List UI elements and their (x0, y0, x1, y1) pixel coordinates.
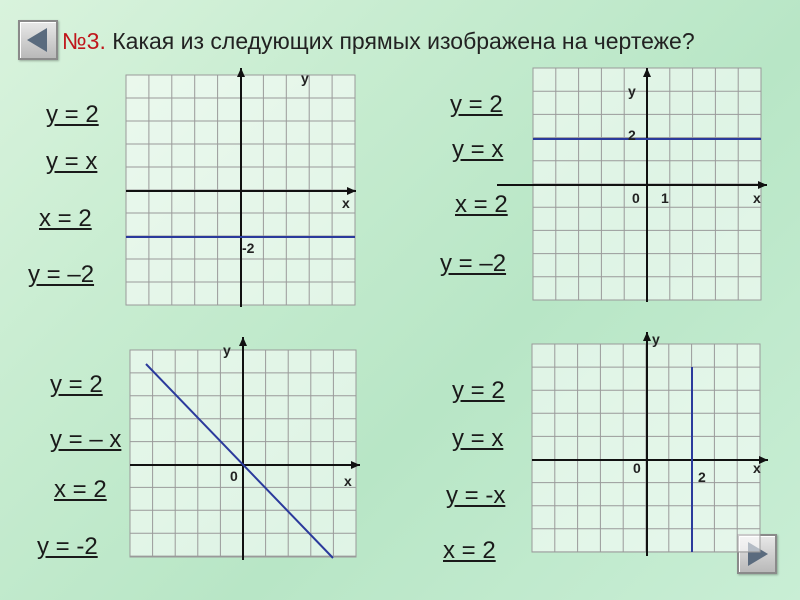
panel-2-option-4[interactable]: у = –2 (440, 250, 507, 277)
graph-2-y-label: у (628, 83, 636, 99)
graph1-y-arrow (237, 68, 245, 77)
graph-1 (126, 68, 356, 307)
panel-3-option-3[interactable]: х = 2 (54, 476, 107, 503)
panel-2-option-2[interactable]: у = х (452, 136, 504, 163)
panel-2-option-3[interactable]: х = 2 (455, 191, 508, 218)
panel-1-option-1[interactable]: у = 2 (46, 101, 99, 128)
graph-2-one-label: 1 (661, 190, 669, 206)
question-number: №3. (62, 28, 106, 54)
graph4-y-arrow (643, 332, 651, 341)
graph-2-origin-label: 0 (632, 190, 640, 206)
graph-4-origin-label: 0 (633, 460, 641, 476)
panel-1-option-3[interactable]: х = 2 (39, 205, 92, 232)
panel-2-option-1[interactable]: у = 2 (450, 91, 503, 118)
panel-4-option-3[interactable]: у = -х (446, 482, 506, 509)
panel-1-option-4[interactable]: у = –2 (28, 261, 95, 288)
graph-4 (532, 332, 768, 556)
graph-1-x-label: х (342, 195, 350, 211)
panel-3-option-1[interactable]: у = 2 (50, 371, 103, 398)
panel-4-option-4[interactable]: х = 2 (443, 537, 496, 564)
graph2-x-arrow (758, 181, 767, 189)
graph-2 (497, 68, 767, 302)
graph-3-x-label: х (344, 473, 352, 489)
panel-1-option-2[interactable]: у = х (46, 148, 98, 175)
panel-4-option-1[interactable]: у = 2 (452, 377, 505, 404)
panel-3-option-4[interactable]: у = -2 (37, 533, 98, 560)
graph-4-x-label: х (753, 460, 761, 476)
panel-3-option-2[interactable]: у = – х (50, 426, 122, 453)
graph-2-x-label: х (753, 190, 761, 206)
graph-1-value-label: -2 (242, 240, 255, 256)
graph3-y-arrow (239, 337, 247, 346)
graph-3-y-label: у (223, 342, 231, 358)
graph-3 (130, 337, 360, 560)
graph-1-y-label: у (301, 70, 309, 86)
graph-4-value-label: 2 (698, 469, 706, 485)
question-text: Какая из следующих прямых изображена на чертеже? (105, 28, 695, 54)
panel-4-option-2[interactable]: у = х (452, 425, 504, 452)
graph-3-origin-label: 0 (230, 468, 238, 484)
graph-2-value-label: 2 (628, 127, 636, 143)
graph-4-y-label: у (652, 331, 660, 347)
